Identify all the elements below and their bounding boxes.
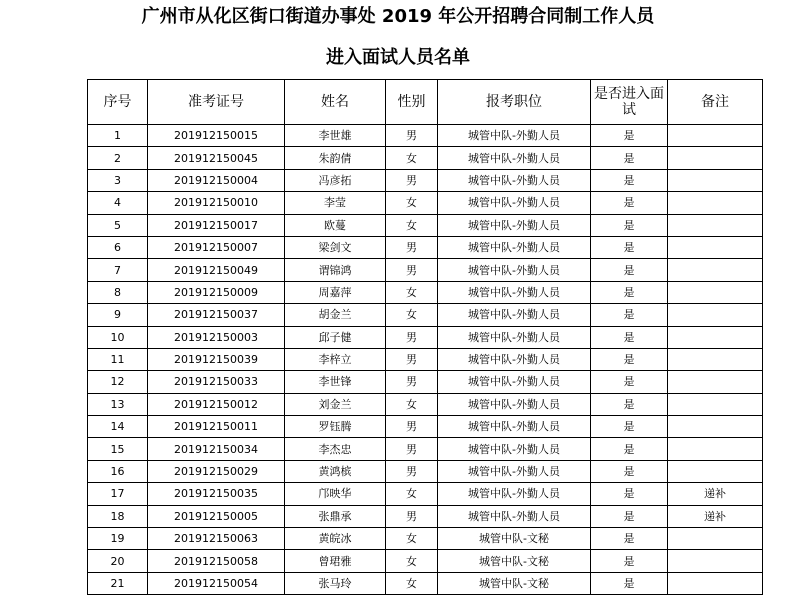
table-row — [88, 169, 763, 191]
cell-note — [668, 371, 763, 393]
cell-interview: 是 — [591, 236, 668, 258]
cell-sex: 女 — [386, 192, 438, 214]
cell-sex: 男 — [386, 169, 438, 191]
table-row — [88, 460, 763, 482]
cell-serial-number: 14 — [88, 416, 148, 438]
cell-note: 递补 — [668, 505, 763, 527]
cell-serial-number: 9 — [88, 304, 148, 326]
cell-interview: 是 — [591, 393, 668, 415]
cell-position: 城管中队-外勤人员 — [438, 169, 591, 191]
cell-serial-number: 5 — [88, 214, 148, 236]
cell-sex: 女 — [386, 572, 438, 594]
cell-note — [668, 259, 763, 281]
cell-interview: 是 — [591, 214, 668, 236]
cell-name: 张鼎承 — [285, 505, 386, 527]
cell-exam-id: 201912150011 — [148, 416, 285, 438]
cell-exam-id: 201912150035 — [148, 483, 285, 505]
cell-interview: 是 — [591, 192, 668, 214]
cell-interview: 是 — [591, 528, 668, 550]
cell-sex: 女 — [386, 147, 438, 169]
cell-serial-number: 17 — [88, 483, 148, 505]
cell-exam-id: 201912150007 — [148, 236, 285, 258]
cell-name: 邱子健 — [285, 326, 386, 348]
table-row — [88, 505, 763, 527]
cell-serial-number: 18 — [88, 505, 148, 527]
cell-serial-number: 21 — [88, 572, 148, 594]
cell-note — [668, 192, 763, 214]
cell-interview: 是 — [591, 125, 668, 147]
cell-interview: 是 — [591, 438, 668, 460]
cell-exam-id: 201912150029 — [148, 460, 285, 482]
cell-interview: 是 — [591, 460, 668, 482]
cell-name: 李杰忠 — [285, 438, 386, 460]
header-exam-id: 准考证号 — [148, 80, 285, 125]
cell-name: 邝映华 — [285, 483, 386, 505]
cell-position: 城管中队-外勤人员 — [438, 214, 591, 236]
cell-interview: 是 — [591, 281, 668, 303]
cell-position: 城管中队-外勤人员 — [438, 416, 591, 438]
cell-interview: 是 — [591, 416, 668, 438]
table-row — [88, 125, 763, 147]
cell-serial-number: 11 — [88, 348, 148, 370]
cell-name: 李世雄 — [285, 125, 386, 147]
cell-note — [668, 393, 763, 415]
cell-serial-number: 12 — [88, 371, 148, 393]
table-row — [88, 572, 763, 594]
cell-sex: 男 — [386, 125, 438, 147]
table-row — [88, 416, 763, 438]
cell-interview: 是 — [591, 550, 668, 572]
cell-position: 城管中队-外勤人员 — [438, 259, 591, 281]
cell-exam-id: 201912150012 — [148, 393, 285, 415]
cell-serial-number: 7 — [88, 259, 148, 281]
cell-sex: 男 — [386, 505, 438, 527]
cell-name: 黄鸿槟 — [285, 460, 386, 482]
cell-position: 城管中队-文秘 — [438, 528, 591, 550]
cell-name: 刘金兰 — [285, 393, 386, 415]
cell-name: 欧蔓 — [285, 214, 386, 236]
cell-note — [668, 236, 763, 258]
table-row — [88, 214, 763, 236]
cell-note — [668, 281, 763, 303]
table-row — [88, 281, 763, 303]
cell-note — [668, 572, 763, 594]
cell-sex: 男 — [386, 259, 438, 281]
cell-exam-id: 201912150004 — [148, 169, 285, 191]
table-row — [88, 483, 763, 505]
cell-exam-id: 201912150063 — [148, 528, 285, 550]
cell-sex: 男 — [386, 326, 438, 348]
cell-position: 城管中队-外勤人员 — [438, 304, 591, 326]
cell-exam-id: 201912150054 — [148, 572, 285, 594]
table-row — [88, 528, 763, 550]
cell-serial-number: 8 — [88, 281, 148, 303]
cell-note — [668, 438, 763, 460]
document-title: 广州市从化区街口街道办事处 2019 年公开招聘合同制工作人员 — [141, 6, 655, 27]
cell-position: 城管中队-外勤人员 — [438, 371, 591, 393]
cell-sex: 女 — [386, 304, 438, 326]
cell-sex: 男 — [386, 416, 438, 438]
table-row — [88, 550, 763, 572]
document-subtitle: 进入面试人员名单 — [326, 47, 470, 68]
cell-note — [668, 326, 763, 348]
table-row — [88, 348, 763, 370]
cell-serial-number: 6 — [88, 236, 148, 258]
cell-name: 黄皖冰 — [285, 528, 386, 550]
cell-serial-number: 19 — [88, 528, 148, 550]
header-note: 备注 — [668, 80, 763, 125]
interview-roster-table — [87, 79, 763, 595]
cell-exam-id: 201912150017 — [148, 214, 285, 236]
cell-note — [668, 214, 763, 236]
cell-note — [668, 528, 763, 550]
cell-sex: 女 — [386, 483, 438, 505]
table-row — [88, 371, 763, 393]
cell-exam-id: 201912150034 — [148, 438, 285, 460]
cell-position: 城管中队-外勤人员 — [438, 505, 591, 527]
cell-exam-id: 201912150049 — [148, 259, 285, 281]
cell-name: 李梓立 — [285, 348, 386, 370]
cell-serial-number: 20 — [88, 550, 148, 572]
cell-serial-number: 4 — [88, 192, 148, 214]
cell-exam-id: 201912150010 — [148, 192, 285, 214]
cell-position: 城管中队-外勤人员 — [438, 147, 591, 169]
cell-position: 城管中队-外勤人员 — [438, 125, 591, 147]
cell-interview: 是 — [591, 259, 668, 281]
cell-note — [668, 348, 763, 370]
cell-name: 张马玲 — [285, 572, 386, 594]
header-row — [88, 80, 763, 125]
table-row — [88, 438, 763, 460]
cell-note — [668, 147, 763, 169]
cell-sex: 男 — [386, 438, 438, 460]
cell-name: 曾珺雅 — [285, 550, 386, 572]
cell-position: 城管中队-外勤人员 — [438, 326, 591, 348]
cell-interview: 是 — [591, 147, 668, 169]
cell-name: 周嘉萍 — [285, 281, 386, 303]
cell-exam-id: 201912150045 — [148, 147, 285, 169]
cell-name: 胡金兰 — [285, 304, 386, 326]
cell-interview: 是 — [591, 483, 668, 505]
cell-note — [668, 169, 763, 191]
cell-note: 递补 — [668, 483, 763, 505]
cell-note — [668, 550, 763, 572]
header-interview: 是否进入面试 — [591, 80, 668, 125]
roster-body — [88, 125, 763, 595]
cell-name: 李世锋 — [285, 371, 386, 393]
table-row — [88, 393, 763, 415]
cell-note — [668, 125, 763, 147]
cell-sex: 男 — [386, 348, 438, 370]
header-serial-number: 序号 — [88, 80, 148, 125]
cell-sex: 女 — [386, 214, 438, 236]
cell-position: 城管中队-外勤人员 — [438, 393, 591, 415]
cell-note — [668, 304, 763, 326]
cell-position: 城管中队-外勤人员 — [438, 192, 591, 214]
header-sex: 性别 — [386, 80, 438, 125]
cell-position: 城管中队-外勤人员 — [438, 438, 591, 460]
table-row — [88, 192, 763, 214]
cell-interview: 是 — [591, 505, 668, 527]
cell-position: 城管中队-外勤人员 — [438, 348, 591, 370]
cell-name: 冯彦拓 — [285, 169, 386, 191]
cell-note — [668, 460, 763, 482]
cell-serial-number: 3 — [88, 169, 148, 191]
cell-position: 城管中队-外勤人员 — [438, 460, 591, 482]
table-row — [88, 259, 763, 281]
cell-serial-number: 10 — [88, 326, 148, 348]
cell-interview: 是 — [591, 169, 668, 191]
cell-name: 梁剑文 — [285, 236, 386, 258]
cell-exam-id: 201912150058 — [148, 550, 285, 572]
cell-exam-id: 201912150003 — [148, 326, 285, 348]
table-row — [88, 304, 763, 326]
cell-position: 城管中队-文秘 — [438, 550, 591, 572]
cell-interview: 是 — [591, 304, 668, 326]
cell-interview: 是 — [591, 326, 668, 348]
cell-exam-id: 201912150005 — [148, 505, 285, 527]
cell-exam-id: 201912150037 — [148, 304, 285, 326]
cell-sex: 男 — [386, 371, 438, 393]
cell-serial-number: 16 — [88, 460, 148, 482]
table-row — [88, 236, 763, 258]
cell-sex: 女 — [386, 281, 438, 303]
cell-exam-id: 201912150015 — [148, 125, 285, 147]
cell-exam-id: 201912150033 — [148, 371, 285, 393]
table-row — [88, 326, 763, 348]
cell-name: 朱韵倩 — [285, 147, 386, 169]
cell-interview: 是 — [591, 371, 668, 393]
cell-position: 城管中队-外勤人员 — [438, 236, 591, 258]
cell-exam-id: 201912150009 — [148, 281, 285, 303]
cell-sex: 女 — [386, 393, 438, 415]
table-row — [88, 147, 763, 169]
cell-position: 城管中队-文秘 — [438, 572, 591, 594]
cell-position: 城管中队-外勤人员 — [438, 483, 591, 505]
cell-position: 城管中队-外勤人员 — [438, 281, 591, 303]
cell-interview: 是 — [591, 572, 668, 594]
cell-sex: 男 — [386, 236, 438, 258]
cell-sex: 女 — [386, 528, 438, 550]
cell-name: 谓锦鸿 — [285, 259, 386, 281]
cell-name: 罗钰腾 — [285, 416, 386, 438]
cell-serial-number: 2 — [88, 147, 148, 169]
cell-serial-number: 1 — [88, 125, 148, 147]
cell-serial-number: 15 — [88, 438, 148, 460]
header-position: 报考职位 — [438, 80, 591, 125]
cell-sex: 女 — [386, 550, 438, 572]
cell-name: 李莹 — [285, 192, 386, 214]
cell-serial-number: 13 — [88, 393, 148, 415]
cell-exam-id: 201912150039 — [148, 348, 285, 370]
cell-interview: 是 — [591, 348, 668, 370]
cell-sex: 男 — [386, 460, 438, 482]
cell-note — [668, 416, 763, 438]
header-name: 姓名 — [285, 80, 386, 125]
